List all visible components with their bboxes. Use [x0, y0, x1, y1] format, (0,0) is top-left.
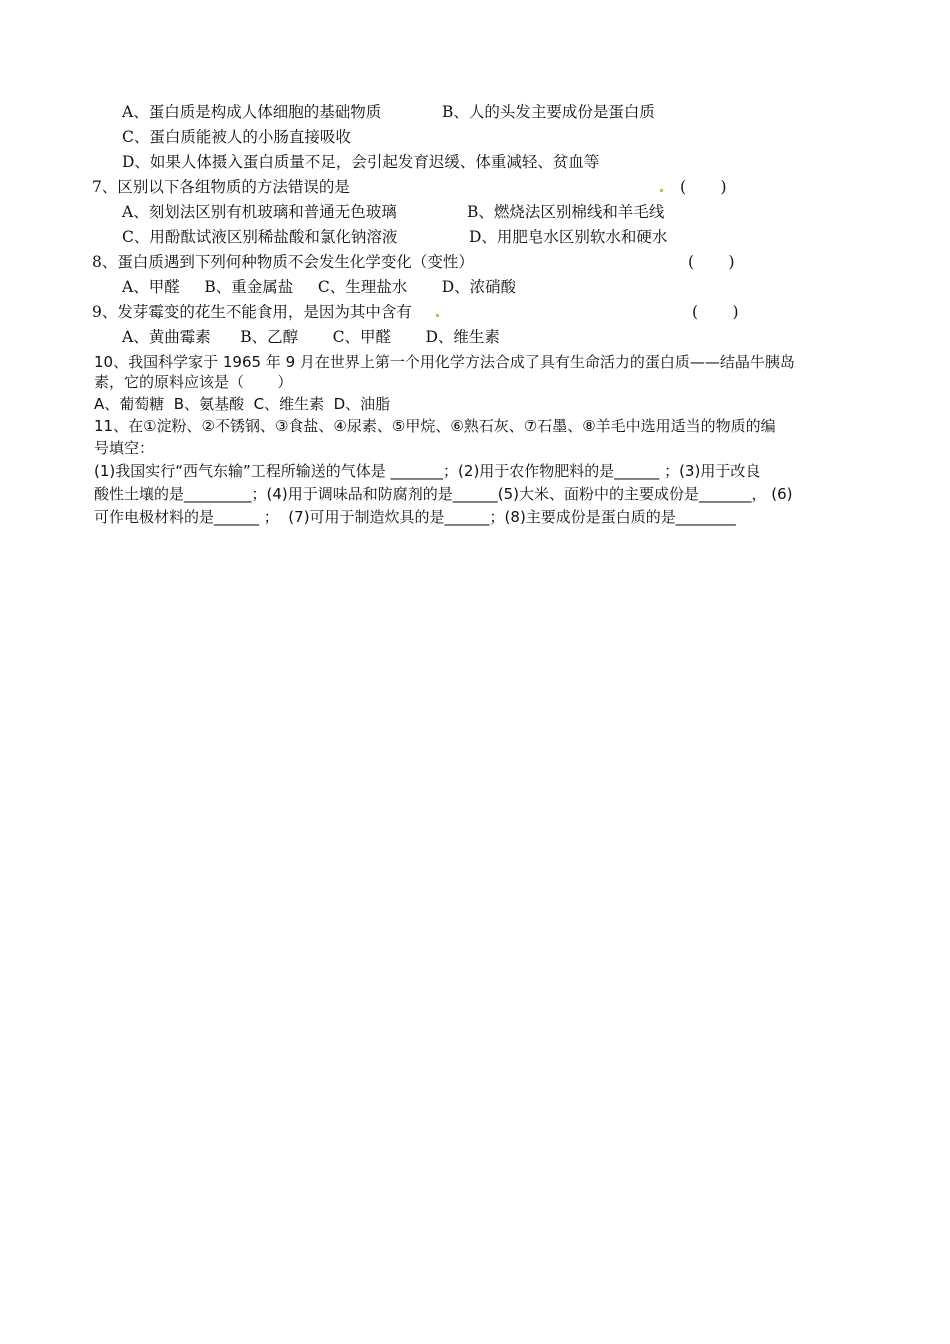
stray-mark	[436, 314, 439, 317]
q8-answer-paren: ( )	[688, 253, 735, 271]
q10-stem-line-2: 素，它的原料应该是（ ）	[94, 373, 293, 391]
q7-option-a: A、刻划法区别有机玻璃和普通无色玻璃	[122, 203, 397, 221]
stray-mark	[660, 189, 663, 192]
q8-options: A、甲醛 B、重金属盐 C、生理盐水 D、浓硝酸	[122, 278, 517, 296]
q6-option-d: D、如果人体摄入蛋白质量不足，会引起发育迟缓、体重减轻、贫血等	[122, 153, 600, 171]
q7-option-c: C、用酚酞试液区别稀盐酸和氯化钠溶液	[122, 228, 398, 246]
q7-answer-paren: ( )	[680, 178, 727, 196]
q11-fill-line-2: 酸性土壤的是_________；(4)用于调味品和防腐剂的是______(5)大米、面粉中的主要成份是_______， (6)	[94, 485, 793, 503]
q11-stem-line-1: 11、在①淀粉、②不锈钢、③食盐、④尿素、⑤甲烷、⑥熟石灰、⑦石墨、⑧羊毛中选用适当的物质的编	[94, 417, 776, 435]
q8-stem: 8、蛋白质遇到下列何种物质不会发生化学变化（变性）	[92, 253, 474, 271]
q9-options: A、黄曲霉素 B、乙醇 C、甲醛 D、维生素	[122, 328, 500, 346]
q9-stem: 9、发芽霉变的花生不能食用，是因为其中含有	[92, 303, 412, 321]
q11-fill-line-1: (1)我国实行“西气东输”工程所输送的气体是 _______；(2)用于农作物肥料的是______ ；(3)用于改良	[94, 462, 761, 480]
q10-options: A、葡萄糖 B、氨基酸 C、维生素 D、油脂	[94, 395, 391, 413]
q7-stem: 7、区别以下各组物质的方法错误的是	[92, 178, 350, 196]
q11-stem-line-2: 号填空：	[94, 439, 155, 457]
q6-option-b: B、人的头发主要成份是蛋白质	[442, 103, 655, 121]
q6-option-c: C、蛋白质能被人的小肠直接吸收	[122, 128, 351, 146]
q6-option-a: A、蛋白质是构成人体细胞的基础物质	[122, 103, 382, 121]
q7-option-b: B、燃烧法区别棉线和羊毛线	[467, 203, 665, 221]
q7-option-d: D、用肥皂水区别软水和硬水	[469, 228, 668, 246]
q9-answer-paren: ( )	[692, 303, 739, 321]
q11-fill-line-3: 可作电极材料的是______ ； (7)可用于制造炊具的是______；(8)主要成份是蛋白质的是________	[94, 508, 736, 526]
q10-stem-line-1: 10、我国科学家于 1965 年 9 月在世界上第一个用化学方法合成了具有生命活力的蛋白质——结晶牛胰岛	[94, 353, 795, 371]
